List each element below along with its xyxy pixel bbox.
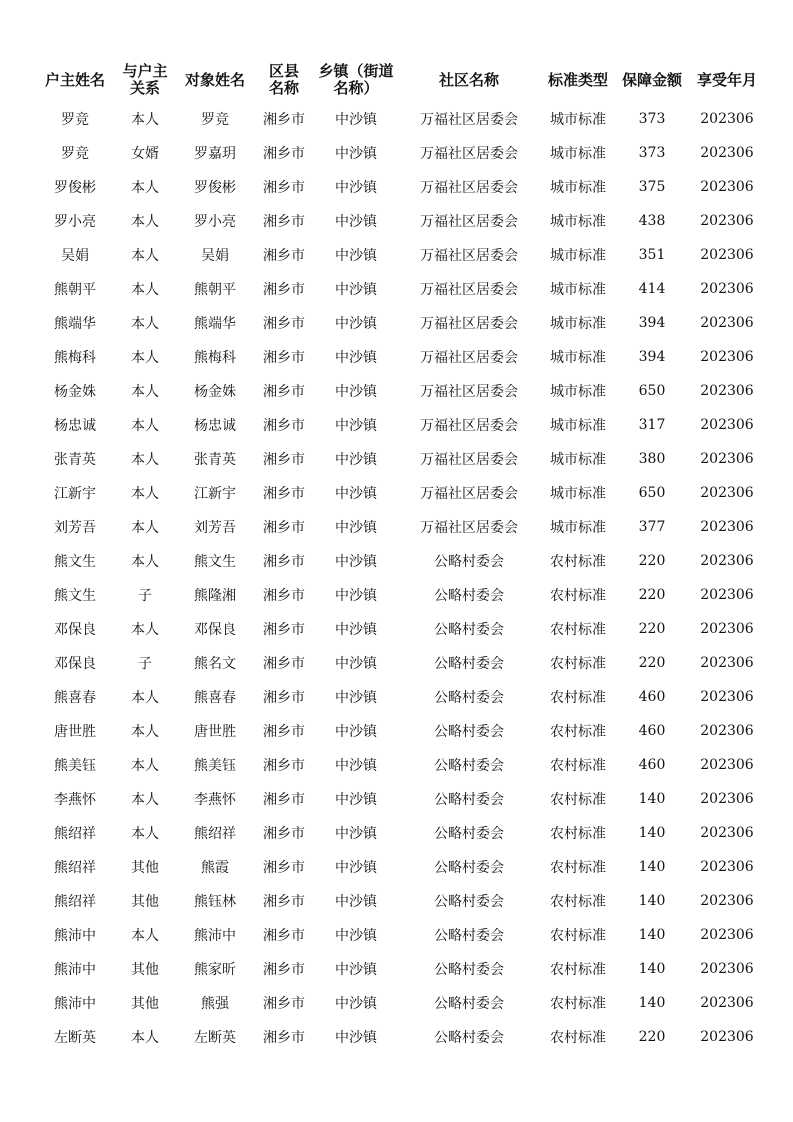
table-row	[36, 102, 766, 136]
cell-county: 湘乡市	[263, 996, 305, 1012]
cell-period: 202306	[700, 927, 754, 943]
cell-town: 中沙镇	[335, 962, 377, 978]
table-row	[36, 408, 766, 442]
cell-community: 万福社区居委会	[420, 282, 518, 298]
cell-household-head-name: 吴娟	[61, 248, 89, 264]
cell-town: 中沙镇	[335, 350, 377, 366]
cell-county: 湘乡市	[263, 316, 305, 332]
cell-town: 中沙镇	[335, 588, 377, 604]
cell-relation: 本人	[131, 452, 159, 468]
cell-community: 公略村委会	[434, 554, 504, 570]
cell-relation: 子	[138, 656, 152, 672]
cell-standard-type: 农村标准	[550, 622, 606, 638]
cell-relation: 本人	[131, 180, 159, 196]
cell-amount: 140	[638, 859, 666, 875]
cell-recipient-name: 杨忠诚	[194, 418, 236, 434]
cell-amount: 220	[638, 1029, 666, 1045]
cell-amount: 351	[638, 247, 666, 263]
cell-amount: 650	[638, 485, 666, 501]
table-row	[36, 306, 766, 340]
cell-recipient-name: 邓保良	[194, 622, 236, 638]
table-row	[36, 816, 766, 850]
cell-community: 公略村委会	[434, 894, 504, 910]
cell-town: 中沙镇	[335, 860, 377, 876]
cell-relation: 本人	[131, 486, 159, 502]
cell-standard-type: 农村标准	[550, 656, 606, 672]
table-row	[36, 680, 766, 714]
cell-relation: 本人	[131, 248, 159, 264]
cell-community: 公略村委会	[434, 792, 504, 808]
cell-recipient-name: 熊名文	[194, 656, 236, 672]
table-row	[36, 476, 766, 510]
cell-amount: 394	[638, 349, 666, 365]
cell-recipient-name: 熊喜春	[194, 690, 236, 706]
table-row	[36, 136, 766, 170]
table-body	[36, 102, 766, 1054]
cell-community: 公略村委会	[434, 622, 504, 638]
cell-amount: 375	[638, 179, 666, 195]
cell-period: 202306	[700, 723, 754, 739]
cell-period: 202306	[700, 791, 754, 807]
cell-relation: 本人	[131, 724, 159, 740]
cell-community: 万福社区居委会	[420, 112, 518, 128]
cell-county: 湘乡市	[263, 894, 305, 910]
subsidy-table	[36, 58, 766, 1054]
cell-period: 202306	[700, 315, 754, 331]
cell-county: 湘乡市	[263, 350, 305, 366]
cell-recipient-name: 熊隆湘	[194, 588, 236, 604]
table-row	[36, 646, 766, 680]
cell-relation: 其他	[131, 962, 159, 978]
cell-amount: 140	[638, 825, 666, 841]
cell-county: 湘乡市	[263, 962, 305, 978]
cell-county: 湘乡市	[263, 554, 305, 570]
cell-amount: 373	[638, 145, 666, 161]
cell-period: 202306	[700, 145, 754, 161]
cell-household-head-name: 熊绍祥	[54, 826, 96, 842]
cell-amount: 220	[638, 621, 666, 637]
cell-community: 万福社区居委会	[420, 452, 518, 468]
cell-amount: 140	[638, 893, 666, 909]
cell-standard-type: 城市标准	[550, 282, 606, 298]
cell-community: 万福社区居委会	[420, 316, 518, 332]
cell-period: 202306	[700, 213, 754, 229]
cell-relation: 本人	[131, 520, 159, 536]
cell-relation: 本人	[131, 928, 159, 944]
cell-household-head-name: 杨金姝	[54, 384, 96, 400]
table-row	[36, 748, 766, 782]
cell-town: 中沙镇	[335, 418, 377, 434]
cell-town: 中沙镇	[335, 894, 377, 910]
cell-relation: 本人	[131, 384, 159, 400]
cell-relation: 子	[138, 588, 152, 604]
table-row	[36, 170, 766, 204]
cell-recipient-name: 吴娟	[201, 248, 229, 264]
cell-recipient-name: 唐世胜	[194, 724, 236, 740]
cell-community: 万福社区居委会	[420, 248, 518, 264]
cell-standard-type: 城市标准	[550, 452, 606, 468]
cell-household-head-name: 熊文生	[54, 588, 96, 604]
table-row	[36, 204, 766, 238]
cell-county: 湘乡市	[263, 758, 305, 774]
cell-recipient-name: 熊强	[201, 996, 229, 1012]
cell-recipient-name: 张青英	[194, 452, 236, 468]
cell-household-head-name: 熊绍祥	[54, 894, 96, 910]
cell-standard-type: 城市标准	[550, 486, 606, 502]
table-row	[36, 374, 766, 408]
cell-standard-type: 城市标准	[550, 214, 606, 230]
cell-period: 202306	[700, 349, 754, 365]
cell-county: 湘乡市	[263, 792, 305, 808]
cell-standard-type: 农村标准	[550, 724, 606, 740]
cell-recipient-name: 熊朝平	[194, 282, 236, 298]
table-row	[36, 442, 766, 476]
table-row	[36, 340, 766, 374]
cell-period: 202306	[700, 179, 754, 195]
cell-town: 中沙镇	[335, 826, 377, 842]
cell-town: 中沙镇	[335, 1030, 377, 1046]
cell-community: 公略村委会	[434, 656, 504, 672]
cell-standard-type: 城市标准	[550, 316, 606, 332]
cell-relation: 本人	[131, 316, 159, 332]
cell-household-head-name: 熊梅科	[54, 350, 96, 366]
cell-recipient-name: 李燕怀	[194, 792, 236, 808]
cell-household-head-name: 罗竞	[61, 112, 89, 128]
cell-recipient-name: 熊美钰	[194, 758, 236, 774]
table-row	[36, 272, 766, 306]
cell-recipient-name: 熊沛中	[194, 928, 236, 944]
cell-recipient-name: 熊绍祥	[194, 826, 236, 842]
cell-community: 万福社区居委会	[420, 520, 518, 536]
cell-standard-type: 农村标准	[550, 962, 606, 978]
cell-household-head-name: 熊端华	[54, 316, 96, 332]
cell-amount: 140	[638, 995, 666, 1011]
cell-county: 湘乡市	[263, 826, 305, 842]
cell-recipient-name: 杨金姝	[194, 384, 236, 400]
cell-town: 中沙镇	[335, 452, 377, 468]
header-household-head-name: 户主姓名	[44, 70, 105, 89]
cell-amount: 140	[638, 791, 666, 807]
cell-relation: 本人	[131, 554, 159, 570]
cell-household-head-name: 罗小亮	[54, 214, 96, 230]
header-relation: 与户主 关系	[122, 62, 168, 97]
cell-community: 万福社区居委会	[420, 214, 518, 230]
cell-town: 中沙镇	[335, 112, 377, 128]
cell-standard-type: 城市标准	[550, 520, 606, 536]
cell-county: 湘乡市	[263, 384, 305, 400]
cell-household-head-name: 熊沛中	[54, 928, 96, 944]
cell-household-head-name: 李燕怀	[54, 792, 96, 808]
cell-recipient-name: 刘芳吾	[194, 520, 236, 536]
table-row	[36, 782, 766, 816]
cell-town: 中沙镇	[335, 214, 377, 230]
cell-town: 中沙镇	[335, 248, 377, 264]
table-row	[36, 612, 766, 646]
cell-household-head-name: 杨忠诚	[54, 418, 96, 434]
cell-household-head-name: 罗俊彬	[54, 180, 96, 196]
cell-household-head-name: 江新宇	[54, 486, 96, 502]
cell-county: 湘乡市	[263, 622, 305, 638]
table-row	[36, 986, 766, 1020]
table-row	[36, 578, 766, 612]
cell-standard-type: 农村标准	[550, 792, 606, 808]
cell-recipient-name: 罗嘉玥	[194, 146, 236, 162]
cell-town: 中沙镇	[335, 180, 377, 196]
cell-relation: 其他	[131, 996, 159, 1012]
cell-recipient-name: 熊霞	[201, 860, 229, 876]
cell-relation: 本人	[131, 690, 159, 706]
cell-county: 湘乡市	[263, 656, 305, 672]
cell-amount: 438	[638, 213, 666, 229]
cell-standard-type: 城市标准	[550, 350, 606, 366]
cell-town: 中沙镇	[335, 384, 377, 400]
cell-amount: 140	[638, 927, 666, 943]
cell-period: 202306	[700, 519, 754, 535]
cell-household-head-name: 熊美钰	[54, 758, 96, 774]
header-period: 享受年月	[696, 70, 757, 89]
table-row	[36, 714, 766, 748]
header-amount: 保障金额	[621, 70, 682, 89]
cell-standard-type: 农村标准	[550, 690, 606, 706]
cell-amount: 220	[638, 587, 666, 603]
cell-county: 湘乡市	[263, 486, 305, 502]
cell-community: 万福社区居委会	[420, 418, 518, 434]
cell-standard-type: 城市标准	[550, 146, 606, 162]
cell-household-head-name: 唐世胜	[54, 724, 96, 740]
cell-relation: 其他	[131, 894, 159, 910]
cell-household-head-name: 熊朝平	[54, 282, 96, 298]
cell-period: 202306	[700, 621, 754, 637]
cell-county: 湘乡市	[263, 452, 305, 468]
table-row	[36, 510, 766, 544]
cell-amount: 394	[638, 315, 666, 331]
cell-recipient-name: 罗小亮	[194, 214, 236, 230]
cell-household-head-name: 张青英	[54, 452, 96, 468]
cell-amount: 460	[638, 757, 666, 773]
cell-county: 湘乡市	[263, 860, 305, 876]
cell-community: 万福社区居委会	[420, 350, 518, 366]
cell-recipient-name: 熊梅科	[194, 350, 236, 366]
table-row	[36, 238, 766, 272]
cell-period: 202306	[700, 417, 754, 433]
cell-county: 湘乡市	[263, 690, 305, 706]
cell-household-head-name: 熊沛中	[54, 996, 96, 1012]
cell-standard-type: 城市标准	[550, 248, 606, 264]
cell-period: 202306	[700, 995, 754, 1011]
cell-county: 湘乡市	[263, 180, 305, 196]
table-header-row	[36, 58, 766, 102]
cell-town: 中沙镇	[335, 758, 377, 774]
cell-recipient-name: 熊钰林	[194, 894, 236, 910]
cell-standard-type: 农村标准	[550, 928, 606, 944]
cell-town: 中沙镇	[335, 656, 377, 672]
cell-town: 中沙镇	[335, 316, 377, 332]
cell-standard-type: 农村标准	[550, 996, 606, 1012]
table-row	[36, 850, 766, 884]
cell-community: 公略村委会	[434, 588, 504, 604]
header-standard-type: 标准类型	[547, 70, 608, 89]
cell-period: 202306	[700, 893, 754, 909]
cell-relation: 本人	[131, 418, 159, 434]
cell-period: 202306	[700, 587, 754, 603]
cell-relation: 本人	[131, 622, 159, 638]
cell-town: 中沙镇	[335, 486, 377, 502]
cell-relation: 本人	[131, 758, 159, 774]
cell-recipient-name: 罗竞	[201, 112, 229, 128]
cell-period: 202306	[700, 961, 754, 977]
cell-standard-type: 农村标准	[550, 826, 606, 842]
cell-household-head-name: 熊喜春	[54, 690, 96, 706]
cell-town: 中沙镇	[335, 928, 377, 944]
cell-town: 中沙镇	[335, 792, 377, 808]
cell-standard-type: 城市标准	[550, 180, 606, 196]
cell-community: 万福社区居委会	[420, 384, 518, 400]
cell-community: 万福社区居委会	[420, 146, 518, 162]
cell-relation: 本人	[131, 350, 159, 366]
header-county: 区县 名称	[268, 62, 299, 97]
cell-recipient-name: 江新宇	[194, 486, 236, 502]
cell-relation: 女婿	[131, 146, 159, 162]
cell-amount: 220	[638, 655, 666, 671]
cell-standard-type: 城市标准	[550, 384, 606, 400]
cell-amount: 220	[638, 553, 666, 569]
cell-county: 湘乡市	[263, 146, 305, 162]
cell-amount: 377	[638, 519, 666, 535]
cell-standard-type: 城市标准	[550, 112, 606, 128]
cell-county: 湘乡市	[263, 282, 305, 298]
cell-recipient-name: 熊文生	[194, 554, 236, 570]
cell-relation: 本人	[131, 1030, 159, 1046]
cell-town: 中沙镇	[335, 554, 377, 570]
cell-relation: 本人	[131, 282, 159, 298]
cell-amount: 460	[638, 723, 666, 739]
cell-period: 202306	[700, 859, 754, 875]
cell-community: 万福社区居委会	[420, 486, 518, 502]
cell-county: 湘乡市	[263, 1030, 305, 1046]
header-community: 社区名称	[438, 70, 499, 89]
cell-amount: 460	[638, 689, 666, 705]
header-town: 乡镇（街道 名称）	[318, 62, 394, 97]
cell-household-head-name: 熊绍祥	[54, 860, 96, 876]
cell-period: 202306	[700, 451, 754, 467]
cell-amount: 380	[638, 451, 666, 467]
cell-county: 湘乡市	[263, 418, 305, 434]
cell-community: 公略村委会	[434, 690, 504, 706]
cell-community: 公略村委会	[434, 962, 504, 978]
cell-town: 中沙镇	[335, 724, 377, 740]
cell-town: 中沙镇	[335, 996, 377, 1012]
cell-period: 202306	[700, 825, 754, 841]
document-sheet	[36, 58, 766, 1054]
cell-community: 公略村委会	[434, 826, 504, 842]
cell-recipient-name: 左断英	[194, 1030, 236, 1046]
cell-period: 202306	[700, 383, 754, 399]
cell-household-head-name: 邓保良	[54, 622, 96, 638]
cell-standard-type: 农村标准	[550, 758, 606, 774]
cell-community: 公略村委会	[434, 996, 504, 1012]
cell-amount: 140	[638, 961, 666, 977]
cell-recipient-name: 熊端华	[194, 316, 236, 332]
cell-period: 202306	[700, 1029, 754, 1045]
cell-town: 中沙镇	[335, 520, 377, 536]
cell-period: 202306	[700, 757, 754, 773]
cell-amount: 317	[638, 417, 666, 433]
cell-community: 公略村委会	[434, 1030, 504, 1046]
cell-community: 公略村委会	[434, 758, 504, 774]
cell-amount: 414	[638, 281, 666, 297]
cell-household-head-name: 邓保良	[54, 656, 96, 672]
cell-period: 202306	[700, 553, 754, 569]
cell-town: 中沙镇	[335, 282, 377, 298]
cell-household-head-name: 罗竞	[61, 146, 89, 162]
cell-county: 湘乡市	[263, 588, 305, 604]
table-row	[36, 952, 766, 986]
cell-standard-type: 农村标准	[550, 588, 606, 604]
cell-household-head-name: 熊沛中	[54, 962, 96, 978]
cell-community: 公略村委会	[434, 860, 504, 876]
cell-period: 202306	[700, 485, 754, 501]
cell-household-head-name: 左断英	[54, 1030, 96, 1046]
cell-standard-type: 农村标准	[550, 554, 606, 570]
cell-recipient-name: 熊家昕	[194, 962, 236, 978]
cell-standard-type: 农村标准	[550, 860, 606, 876]
cell-period: 202306	[700, 689, 754, 705]
cell-standard-type: 城市标准	[550, 418, 606, 434]
cell-relation: 其他	[131, 860, 159, 876]
cell-period: 202306	[700, 655, 754, 671]
cell-community: 万福社区居委会	[420, 180, 518, 196]
cell-amount: 650	[638, 383, 666, 399]
table-row	[36, 884, 766, 918]
cell-standard-type: 农村标准	[550, 894, 606, 910]
cell-county: 湘乡市	[263, 214, 305, 230]
cell-community: 公略村委会	[434, 724, 504, 740]
cell-county: 湘乡市	[263, 112, 305, 128]
cell-relation: 本人	[131, 214, 159, 230]
cell-relation: 本人	[131, 792, 159, 808]
cell-amount: 373	[638, 111, 666, 127]
cell-relation: 本人	[131, 826, 159, 842]
cell-county: 湘乡市	[263, 520, 305, 536]
table-row	[36, 918, 766, 952]
cell-standard-type: 农村标准	[550, 1030, 606, 1046]
cell-period: 202306	[700, 247, 754, 263]
table-row	[36, 544, 766, 578]
cell-town: 中沙镇	[335, 146, 377, 162]
cell-recipient-name: 罗俊彬	[194, 180, 236, 196]
cell-county: 湘乡市	[263, 928, 305, 944]
cell-county: 湘乡市	[263, 248, 305, 264]
cell-town: 中沙镇	[335, 622, 377, 638]
cell-relation: 本人	[131, 112, 159, 128]
cell-community: 公略村委会	[434, 928, 504, 944]
cell-town: 中沙镇	[335, 690, 377, 706]
cell-period: 202306	[700, 111, 754, 127]
table-row	[36, 1020, 766, 1054]
header-recipient-name: 对象姓名	[184, 70, 245, 89]
cell-county: 湘乡市	[263, 724, 305, 740]
cell-household-head-name: 刘芳吾	[54, 520, 96, 536]
cell-period: 202306	[700, 281, 754, 297]
cell-household-head-name: 熊文生	[54, 554, 96, 570]
